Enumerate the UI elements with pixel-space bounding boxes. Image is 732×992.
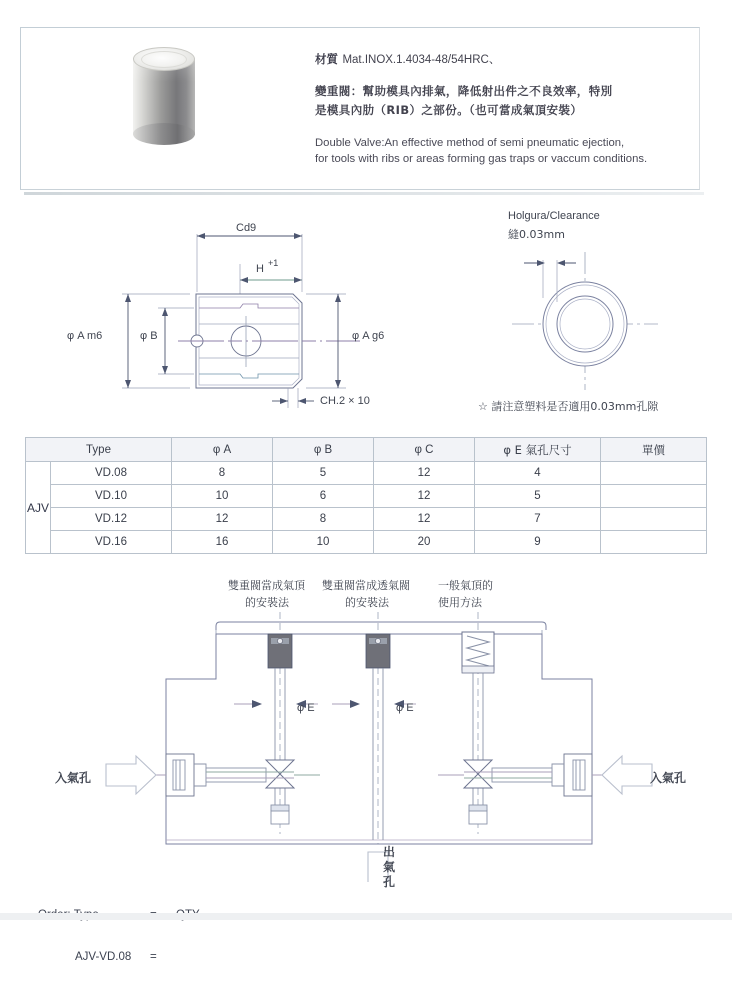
inlet-arrow-right-icon	[602, 756, 652, 794]
order-example-type: AJV-VD.08	[75, 951, 132, 963]
clearance-circle-drawing	[490, 240, 680, 395]
cell-phi-a: 8	[172, 462, 273, 485]
cell-phi-b: 8	[273, 508, 374, 531]
table-row	[26, 531, 707, 554]
dim-label-phi-a-m6: φ A m6	[67, 330, 103, 342]
dim-label-cd9: Cd9	[236, 222, 257, 234]
photo-cylinder-bottom	[133, 123, 195, 145]
cell-family-ajv: AJV	[26, 462, 51, 554]
dim-label-phi-e-right: φ E	[396, 702, 414, 714]
order-row-example	[38, 950, 200, 964]
cell-type: VD.12	[51, 508, 172, 531]
cell-phi-c: 12	[374, 485, 475, 508]
description-cjk-line-1: 變重閥：幫助模具內排氣，降低射出件之不良效率，特別	[315, 84, 613, 98]
dim-label-phi-a-g6: φ A g6	[352, 330, 385, 342]
material-label: 材質	[315, 52, 338, 66]
dim-label-h: H	[256, 263, 264, 275]
clearance-title-line-2: 縫0.03mm	[508, 228, 565, 241]
dim-label-phi-b: φ B	[140, 330, 158, 342]
cell-phi-b: 10	[273, 531, 374, 554]
callout-3-line-2: 使用方法	[438, 596, 482, 609]
spec-table	[25, 437, 707, 554]
table-row	[26, 485, 707, 508]
cell-phi-c: 20	[374, 531, 475, 554]
photo-cylinder-inner-face	[141, 51, 187, 68]
cell-phi-b: 6	[273, 485, 374, 508]
valve-product-photo	[133, 47, 195, 147]
dim-label-chamfer: CH.2 × 10	[320, 395, 370, 407]
cell-phi-e: 4	[475, 462, 601, 485]
table-row	[26, 462, 707, 485]
cell-price	[601, 485, 707, 508]
col-header-type: Type	[26, 438, 172, 462]
description-en-line-1: Double Valve:An effective method of semi pneumatic ejection,	[315, 137, 625, 149]
outlet-label: 出氣孔	[383, 845, 396, 889]
cell-phi-c: 12	[374, 462, 475, 485]
col-header-phi-c: φ C	[374, 438, 475, 462]
callout-1-line-1: 雙重閥當成氣頂	[228, 579, 305, 592]
order-block	[38, 880, 200, 992]
callout-2-line-1: 雙重閥當成透氣閥	[322, 579, 410, 592]
header-panel-shadow	[24, 192, 704, 195]
cell-price	[601, 508, 707, 531]
cell-price	[601, 531, 707, 554]
cell-phi-b: 5	[273, 462, 374, 485]
cell-price	[601, 462, 707, 485]
cell-phi-e: 5	[475, 485, 601, 508]
cell-type: VD.10	[51, 485, 172, 508]
cell-phi-a: 16	[172, 531, 273, 554]
cell-phi-a: 10	[172, 485, 273, 508]
col-header-phi-b: φ B	[273, 438, 374, 462]
table-row	[26, 508, 707, 531]
description-cjk-line-2: 是模具內肋（RIB）之部份。（也可當成氣頂安裝）	[315, 103, 583, 117]
col-header-phi-a: φ A	[172, 438, 273, 462]
order-equals-2: =	[150, 951, 157, 963]
callout-1-line-2: 的安裝法	[245, 596, 289, 609]
cross-section-drawing	[60, 212, 440, 417]
callout-2-line-2: 的安裝法	[345, 596, 389, 609]
inlet-label-left: 入氣孔	[55, 771, 92, 785]
valve-insert-1	[268, 634, 292, 668]
dim-label-h-tolerance: +1	[268, 258, 279, 268]
cell-phi-c: 12	[374, 508, 475, 531]
valve-insert-2	[366, 634, 390, 668]
table-header-row	[26, 438, 707, 462]
cell-phi-e: 7	[475, 508, 601, 531]
cell-phi-e: 9	[475, 531, 601, 554]
inlet-label-right: 入氣孔	[650, 771, 687, 785]
clearance-note: ☆ 請注意塑料是否適用0.03mm孔隙	[478, 400, 659, 413]
callout-3-line-1: 一般氣頂的	[438, 579, 493, 592]
spring-ejector	[462, 632, 494, 673]
mold-assembly-drawing	[30, 612, 720, 882]
inlet-arrow-left-icon	[106, 756, 156, 794]
col-header-price: 單價	[601, 438, 707, 462]
footer-band	[0, 913, 732, 920]
cell-type: VD.16	[51, 531, 172, 554]
header-text-block	[315, 50, 695, 167]
material-value: Mat.INOX.1.4034-48/54HRC、	[342, 54, 501, 66]
col-header-phi-e: φ E 氣孔尺寸	[475, 438, 601, 462]
material-line	[315, 50, 695, 68]
clearance-title-line-1: Holgura/Clearance	[508, 210, 600, 222]
cell-phi-a: 12	[172, 508, 273, 531]
dim-label-phi-e-left: φ E	[297, 702, 315, 714]
description-en-line-2: for tools with ribs or areas forming gas traps or vaccum conditions.	[315, 153, 648, 165]
cell-type: VD.08	[51, 462, 172, 485]
